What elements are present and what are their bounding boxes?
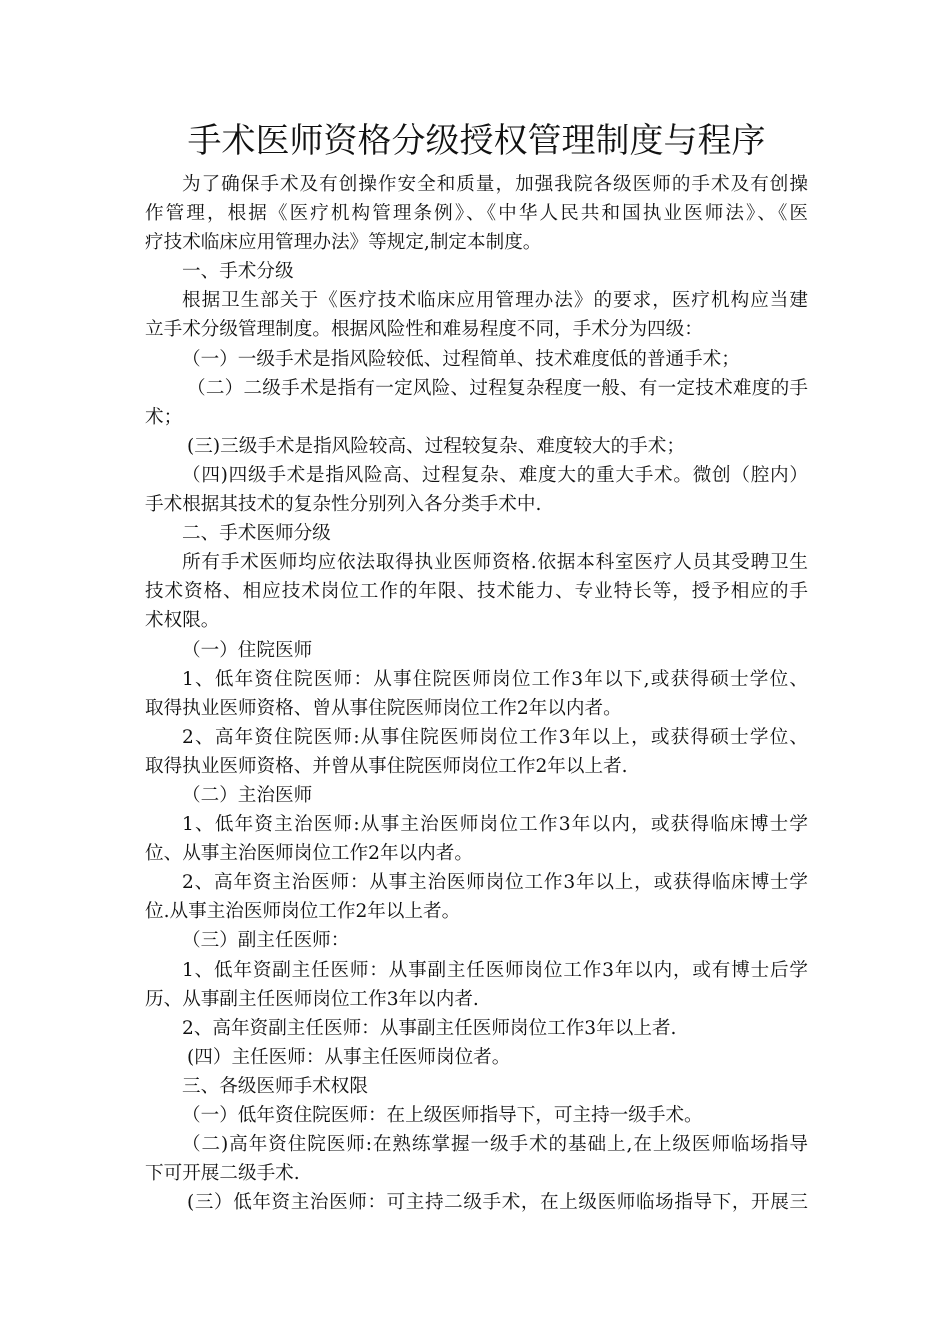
list-item: （四)四级手术是指风险高、过程复杂、难度大的重大手术。微创（腔内） (182, 464, 808, 486)
paragraph-line: 根据卫生部关于《医疗技术临床应用管理办法》的要求，医疗机构应当建 (182, 290, 808, 312)
paragraph-line: 疗技术临床应用管理办法》等规定,制定本制度。 (145, 232, 542, 254)
paragraph-line: 技术资格、相应技术岗位工作的年限、技术能力、专业特长等，授予相应的手 (145, 581, 808, 603)
paragraph-line: 位.从事主治医师岗位工作2年以上者。 (145, 901, 461, 923)
list-item: (四）主任医师：从事主任医师岗位者。 (187, 1046, 511, 1068)
subsection-heading: （一）住院医师 (182, 639, 313, 661)
paragraph-line: 作管理，根据《医疗机构管理条例》、《中华人民共和国执业医师法》、《医 (145, 203, 808, 225)
list-item: (三）低年资主治医师：可主持二级手术，在上级医师临场指导下，开展三 (187, 1192, 808, 1214)
list-item: （一）低年资住院医师：在上级医师指导下，可主持一级手术。 (182, 1105, 703, 1126)
list-item: (三)三级手术是指风险较高、过程较复杂、难度较大的手术； (187, 435, 685, 457)
paragraph-line: 手术根据其技术的复杂性分别列入各分类手术中. (145, 494, 542, 516)
paragraph-line: 所有手术医师均应依法取得执业医师资格.依据本科室医疗人员其受聘卫生 (182, 552, 808, 574)
paragraph-line: 为了确保手术及有创操作安全和质量，加强我院各级医师的手术及有创操 (182, 174, 808, 195)
section-heading: 一、手术分级 (182, 261, 294, 283)
list-item: （二）二级手术是指有一定风险、过程复杂程度一般、有一定技术难度的手 (187, 377, 808, 399)
paragraph-line: 下可开展二级手术. (145, 1163, 300, 1185)
paragraph-line: 术权限。 (145, 610, 220, 632)
list-item: （二)高年资住院医师:在熟练掌握一级手术的基础上,在上级医师临场指导 (182, 1134, 808, 1156)
document-title: 手术医师资格分级授权管理制度与程序 (187, 121, 766, 161)
list-item: （一）一级手术是指风险较低、过程简单、技术难度低的普通手术； (182, 348, 740, 370)
paragraph-line: 取得执业医师资格、曾从事住院医师岗位工作2年以内者。 (145, 697, 622, 719)
list-item: 1、低年资主治医师:从事主治医师岗位工作3年以内，或获得临床博士学 (182, 814, 808, 836)
list-item: 2、高年资住院医师:从事住院医师岗位工作3年以上，或获得硕士学位、 (182, 726, 808, 748)
paragraph-line: 立手术分级管理制度。根据风险性和难易程度不同，手术分为四级： (145, 319, 703, 341)
subsection-heading: （三）副主任医师： (182, 930, 350, 952)
document-page (145, 112, 808, 1217)
paragraph-line: 取得执业医师资格、并曾从事住院医师岗位工作2年以上者. (145, 755, 628, 777)
paragraph-line: 历、从事副主任医师岗位工作3年以内者. (145, 988, 479, 1010)
list-item: 1、低年资副主任医师：从事副主任医师岗位工作3年以内，或有博士后学 (182, 959, 808, 981)
subsection-heading: （二）主治医师 (182, 784, 313, 806)
list-item: 2、高年资副主任医师：从事副主任医师岗位工作3年以上者. (182, 1017, 677, 1039)
paragraph-line: 术； (145, 406, 183, 428)
list-item: 2、高年资主治医师：从事主治医师岗位工作3年以上，或获得临床博士学 (182, 872, 808, 894)
section-heading: 三、各级医师手术权限 (182, 1075, 368, 1097)
list-item: 1、低年资住院医师：从事住院医师岗位工作3年以下,或获得硕士学位、 (182, 668, 808, 690)
paragraph-line: 位、从事主治医师岗位工作2年以内者。 (145, 843, 473, 865)
section-heading: 二、手术医师分级 (182, 523, 331, 545)
